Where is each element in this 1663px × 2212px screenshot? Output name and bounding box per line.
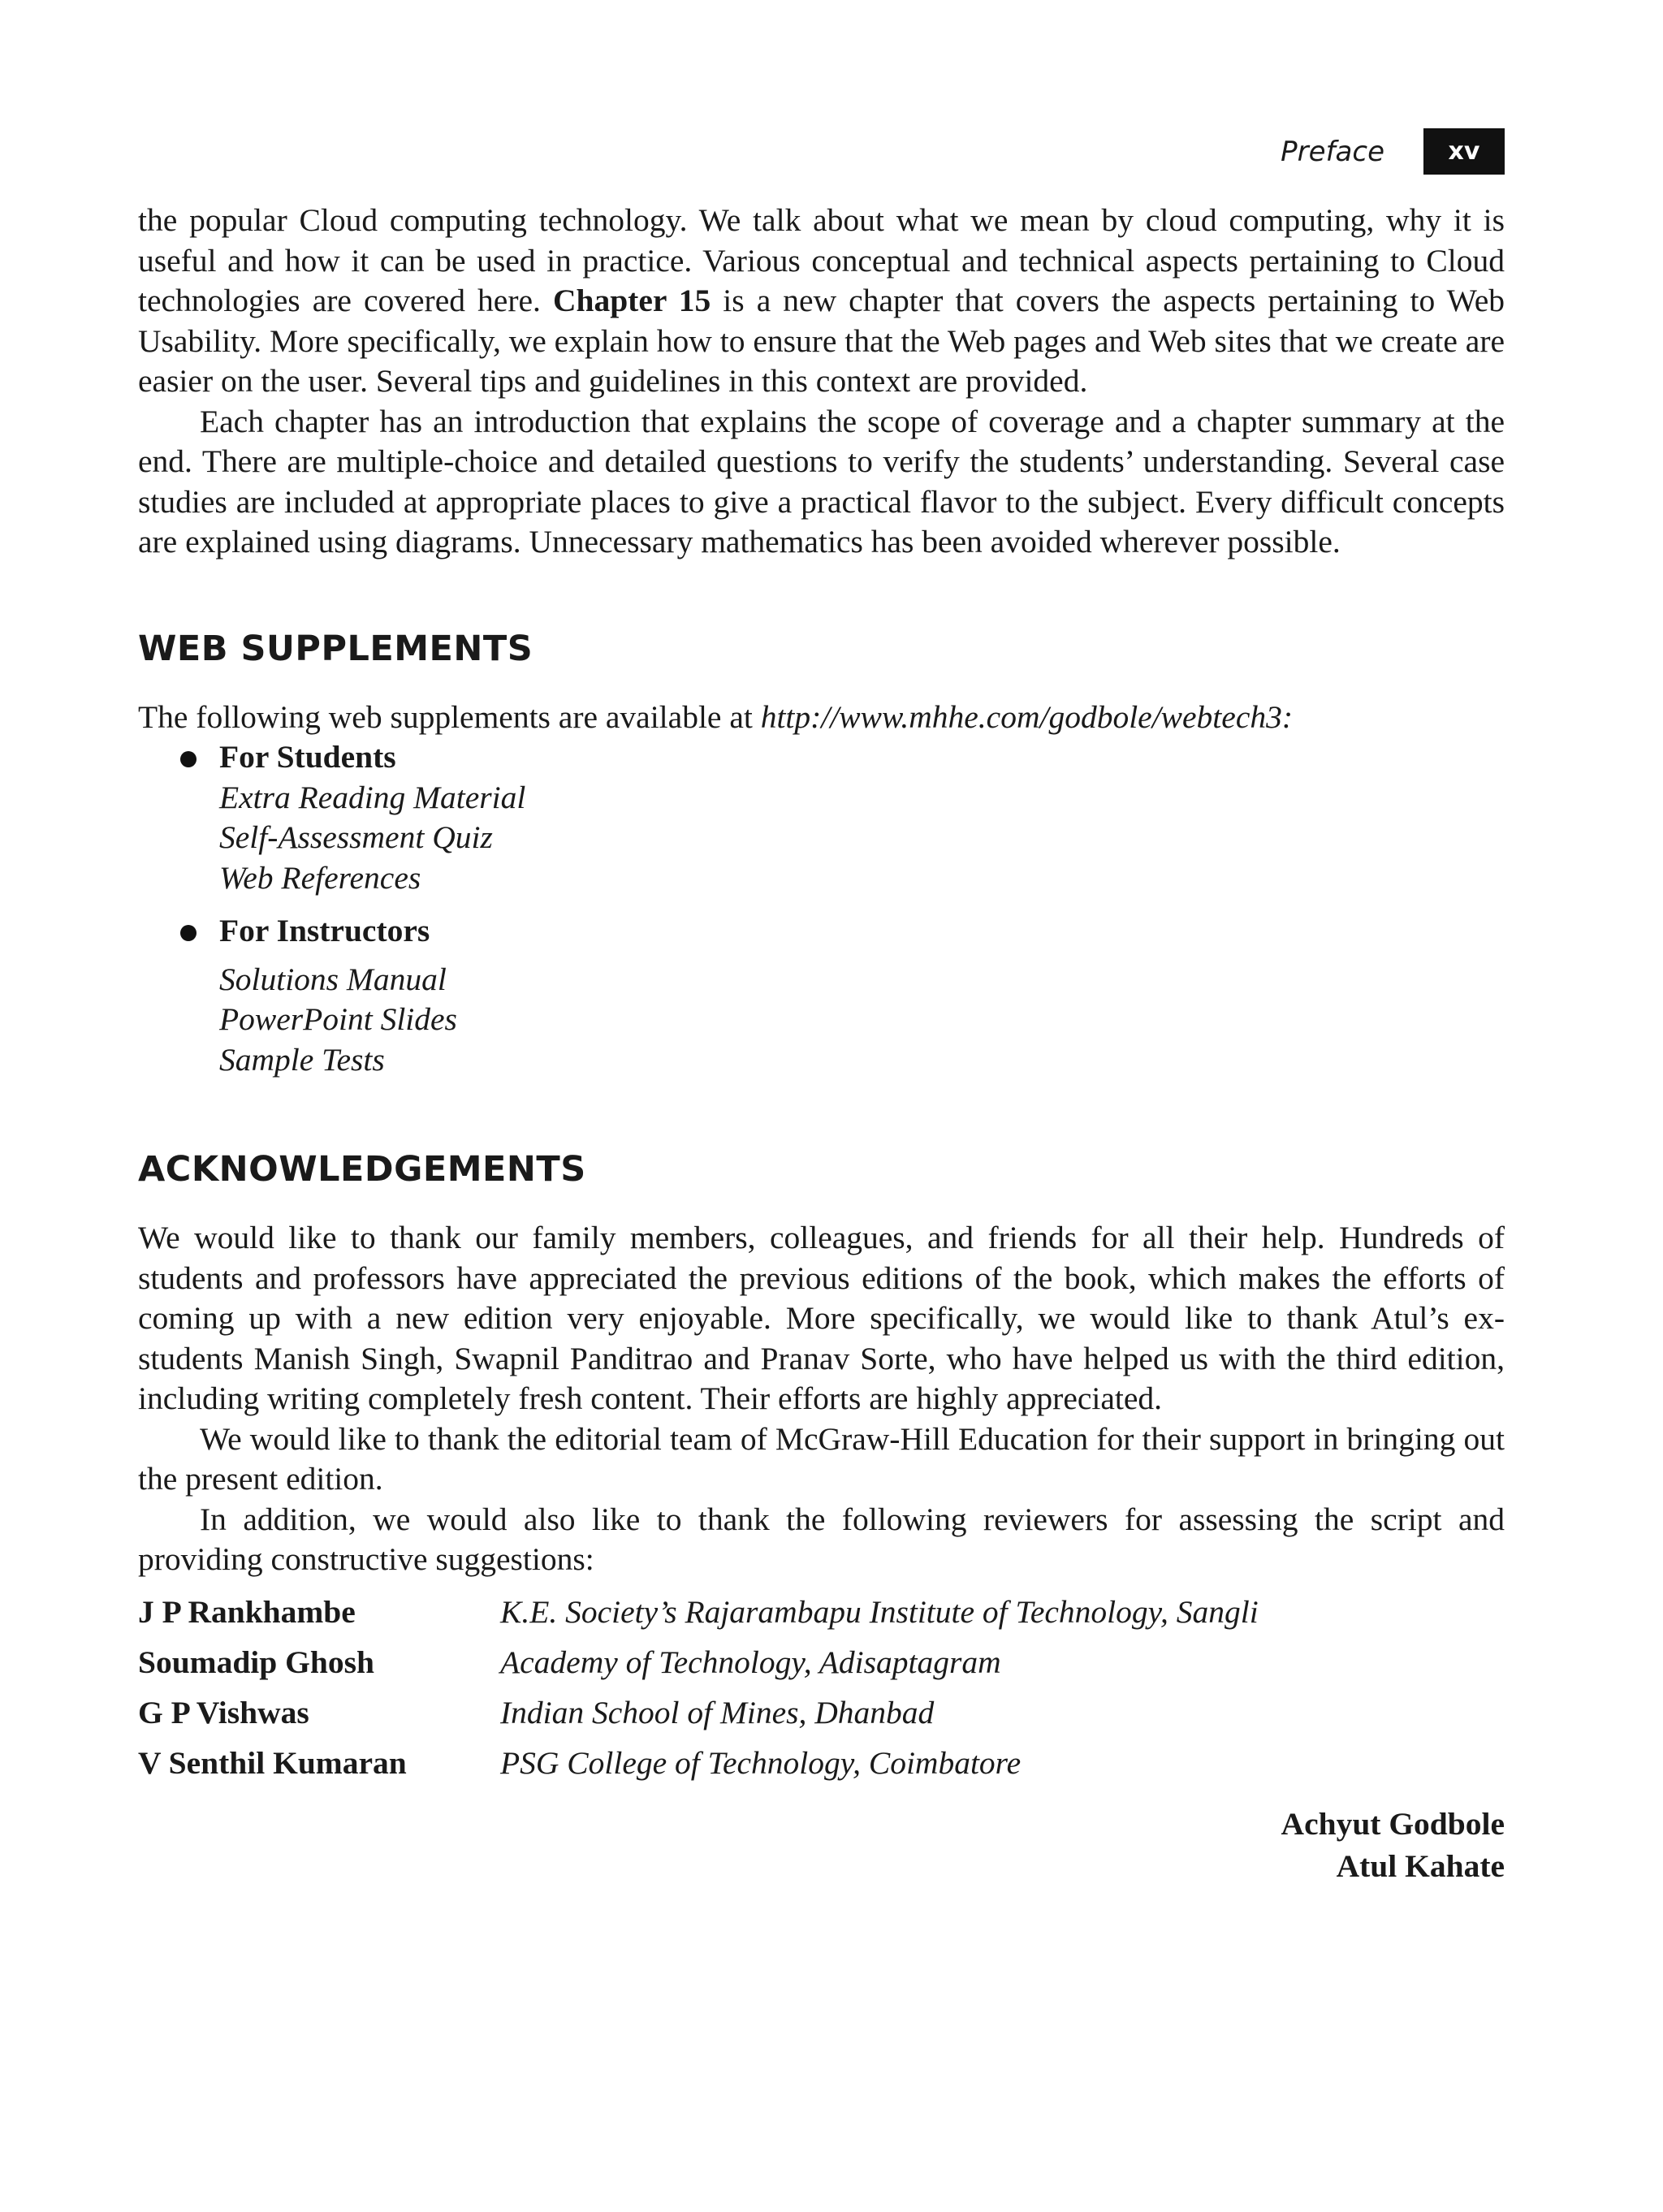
- page-content: [138, 201, 1505, 1887]
- table-row: [138, 1738, 1259, 1788]
- reviewer-name: G P Vishwas: [138, 1694, 309, 1730]
- supplement-items: [219, 778, 1505, 899]
- supplement-group-students: [138, 737, 1505, 898]
- supplement-item: Extra Reading Material: [219, 779, 526, 815]
- acknowledgements-heading: ACKNOWLEDGEMENTS: [138, 1149, 586, 1190]
- reviewer-name: Soumadip Ghosh: [138, 1644, 374, 1680]
- table-row: [138, 1687, 1259, 1738]
- supplement-item: Solutions Manual: [219, 961, 447, 997]
- supplement-group-instructors: [138, 911, 1505, 1080]
- web-supplements-heading: WEB SUPPLEMENTS: [138, 628, 533, 669]
- supplements-url-link[interactable]: http://www.mhhe.com/godbole/webtech3:: [760, 698, 1294, 735]
- ack-paragraph-1: We would like to thank our family members, colleagues, and friends for all their help. Hundreds of students and professors have appreciated the previous editions of the book, which makes the efforts of coming up with a new edition very enjoyable. More specifically, we would like to thank Atul’s ex-students Manish Singh, Swapnil Panditrao and Pranav Sorte, who have helped us with the third edition, including writing completely fresh content. Their efforts are highly appreciated.: [138, 1220, 1505, 1416]
- supplement-group-title: For Instructors: [219, 913, 430, 948]
- supplements-list: [138, 737, 1505, 1080]
- reviewer-name: J P Rankhambe: [138, 1593, 356, 1630]
- table-row: [138, 1587, 1259, 1637]
- author-name: Atul Kahate: [1336, 1847, 1505, 1884]
- reviewer-institution: Indian School of Mines, Dhanbad: [500, 1694, 935, 1730]
- supplement-items: [219, 960, 1505, 1081]
- web-supplements-intro: [138, 698, 1505, 738]
- bullet-icon: [180, 925, 197, 941]
- chapter-reference: Chapter 15: [552, 283, 711, 318]
- intro-paragraph-1-text-b: is a new chapter that covers the aspects pertaining to Web Usability. More specifically, we explain how to ensure that the Web pages and Web sites that we create are easier on the user. Several tips and guidelines in this context are provided.: [138, 283, 1505, 399]
- supplement-item: Web References: [219, 859, 421, 896]
- reviewer-institution: K.E. Society’s Rajarambapu Institute of Technology, Sangli: [500, 1593, 1259, 1630]
- author-signatures: [138, 1803, 1505, 1887]
- page-number-badge: xv: [1423, 128, 1505, 175]
- bullet-icon: [180, 751, 197, 767]
- intro-paragraph-1: [138, 201, 1505, 402]
- reviewer-name: V Senthil Kumaran: [138, 1744, 407, 1781]
- reviewers-table: [138, 1587, 1259, 1788]
- reviewer-institution: Academy of Technology, Adisaptagram: [500, 1644, 1001, 1680]
- intro-paragraph-1-text-a: the popular Cloud computing technology. We talk about what we mean by cloud computing, why it is useful and how it can be used in practice. Various conceptual and technical aspects pertaining to Cloud technologies are covered here.: [138, 202, 1505, 318]
- supplement-item: Sample Tests: [219, 1041, 385, 1078]
- author-name: Achyut Godbole: [1281, 1805, 1505, 1842]
- web-supplements-intro-text: The following web supplements are available at: [138, 698, 761, 735]
- running-head: [1281, 128, 1505, 175]
- ack-paragraph-3: In addition, we would also like to thank the following reviewers for assessing the script and providing constructive suggestions:: [138, 1501, 1505, 1577]
- supplement-group-title: For Students: [219, 739, 396, 775]
- ack-paragraph-2: We would like to thank the editorial team of McGraw-Hill Education for their support in bringing out the present edition.: [138, 1420, 1505, 1497]
- reviewer-institution: PSG College of Technology, Coimbatore: [500, 1744, 1022, 1781]
- table-row: [138, 1637, 1259, 1687]
- intro-paragraph-2: Each chapter has an introduction that explains the scope of coverage and a chapter summary at the end. There are multiple-choice and detailed questions to verify the students’ understanding. Several case studies are included at appropriate places to give a practical flavor to the subject. Every difficult concepts are explained using diagrams. Unnecessary mathematics has been avoided wherever possible.: [138, 403, 1505, 559]
- running-title: Preface: [1281, 135, 1384, 168]
- supplement-item: PowerPoint Slides: [219, 1001, 457, 1037]
- supplement-item: Self-Assessment Quiz: [219, 819, 493, 855]
